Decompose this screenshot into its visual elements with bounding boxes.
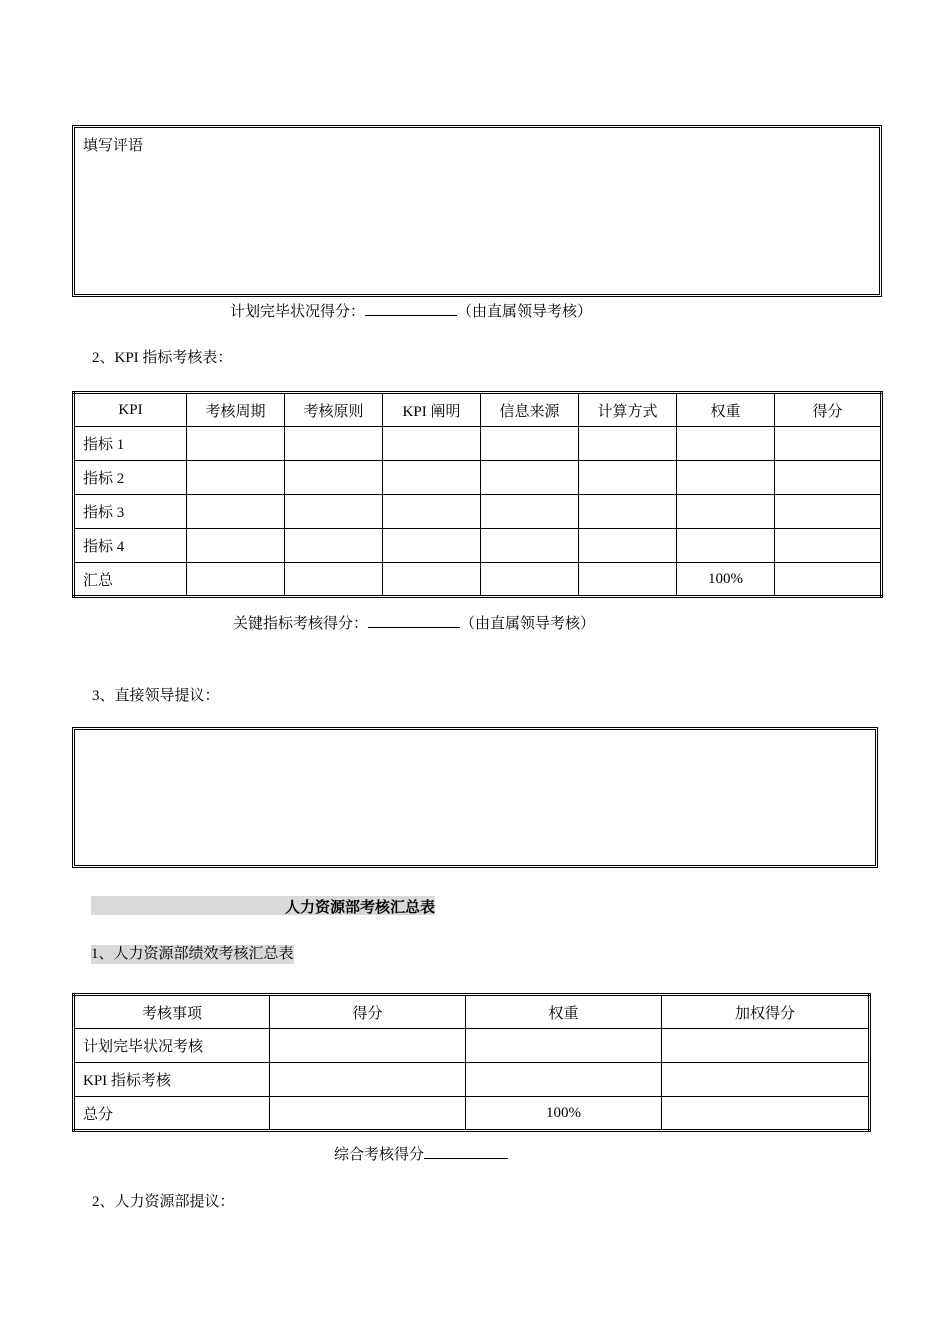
kpi-score-label: 关键指标考核得分： [233,616,369,632]
kpi-cell[interactable] [383,529,481,563]
kpi-cell[interactable] [383,563,481,597]
kpi-score-line [233,612,595,633]
kpi-row-label: 汇总 [74,563,187,597]
plan-score-blank[interactable] [365,301,457,316]
table-row [74,1029,870,1063]
hr-suggestion-title: 2、人力资源部提议： [92,1194,235,1210]
hr-cell[interactable] [270,1029,466,1063]
kpi-cell[interactable] [481,563,579,597]
kpi-cell[interactable] [285,563,383,597]
plan-score-line [230,300,592,321]
hr-cell[interactable] [270,1097,466,1131]
kpi-row-label: 指标 2 [74,461,187,495]
hr-row-label: 计划完毕状况考核 [74,1029,270,1063]
kpi-cell[interactable] [481,461,579,495]
kpi-row-label: 指标 3 [74,495,187,529]
kpi-cell[interactable] [579,427,677,461]
kpi-cell[interactable] [775,563,882,597]
kpi-cell[interactable] [383,461,481,495]
hr-cell[interactable] [466,1063,662,1097]
hr-header-cell: 考核事项 [74,995,270,1029]
hr-cell[interactable]: 100% [466,1097,662,1131]
kpi-cell[interactable] [775,461,882,495]
kpi-cell[interactable] [677,461,775,495]
kpi-row-label: 指标 1 [74,427,187,461]
kpi-header-cell: 得分 [775,393,882,427]
hr-cell[interactable] [466,1029,662,1063]
hr-cell[interactable] [662,1029,870,1063]
kpi-header-cell: KPI [74,393,187,427]
kpi-table-header-row [74,393,882,427]
table-row [74,1097,870,1131]
comment-box-label: 填写评语 [83,138,144,154]
hr-summary-heading [91,896,435,915]
kpi-cell[interactable] [775,427,882,461]
hr-header-cell: 权重 [466,995,662,1029]
kpi-table [72,391,883,598]
kpi-row-label: 指标 4 [74,529,187,563]
leader-suggestion-box[interactable] [72,727,878,868]
kpi-cell[interactable] [481,529,579,563]
kpi-cell[interactable] [187,495,285,529]
hr-summary-heading-text: 人力资源部考核汇总表 [284,900,435,916]
kpi-cell[interactable] [677,495,775,529]
kpi-cell[interactable] [677,427,775,461]
table-row [74,1063,870,1097]
kpi-cell[interactable] [383,427,481,461]
kpi-header-cell: KPI 阐明 [383,393,481,427]
hr-summary-table [72,993,871,1132]
kpi-score-blank[interactable] [368,613,460,628]
kpi-cell[interactable] [775,529,882,563]
kpi-cell[interactable] [481,495,579,529]
table-row [74,563,882,597]
hr-summary-subtitle: 1、人力资源部绩效考核汇总表 [91,946,294,962]
kpi-cell[interactable] [579,495,677,529]
kpi-cell[interactable] [285,427,383,461]
hr-row-label: KPI 指标考核 [74,1063,270,1097]
kpi-header-cell: 计算方式 [579,393,677,427]
kpi-section-title: 2、KPI 指标考核表： [92,350,233,366]
kpi-cell[interactable] [187,529,285,563]
table-row [74,427,882,461]
hr-header-cell: 加权得分 [662,995,870,1029]
table-row [74,495,882,529]
kpi-cell[interactable] [285,495,383,529]
overall-score-blank[interactable] [424,1144,508,1159]
hr-header-cell: 得分 [270,995,466,1029]
kpi-cell[interactable] [481,427,579,461]
plan-score-label: 计划完毕状况得分： [230,304,366,320]
comment-box[interactable] [72,125,882,297]
kpi-cell[interactable] [579,529,677,563]
kpi-header-cell: 考核原则 [285,393,383,427]
overall-score-line [334,1143,508,1164]
hr-cell[interactable] [662,1063,870,1097]
hr-cell[interactable] [270,1063,466,1097]
kpi-cell[interactable] [187,563,285,597]
kpi-cell[interactable] [677,529,775,563]
kpi-cell[interactable] [285,461,383,495]
table-row [74,529,882,563]
kpi-cell[interactable] [579,461,677,495]
kpi-cell[interactable]: 100% [677,563,775,597]
kpi-cell[interactable] [775,495,882,529]
kpi-header-cell: 信息来源 [481,393,579,427]
kpi-cell[interactable] [187,427,285,461]
table-row [74,461,882,495]
plan-score-note: （由直属领导考核） [457,304,593,320]
kpi-cell[interactable] [187,461,285,495]
hr-row-label: 总分 [74,1097,270,1131]
leader-section-title: 3、直接领导提议： [92,688,220,704]
hr-cell[interactable] [662,1097,870,1131]
kpi-cell[interactable] [285,529,383,563]
kpi-header-cell: 考核周期 [187,393,285,427]
kpi-score-note: （由直属领导考核） [460,616,596,632]
kpi-header-cell: 权重 [677,393,775,427]
kpi-cell[interactable] [579,563,677,597]
kpi-cell[interactable] [383,495,481,529]
hr-table-header-row [74,995,870,1029]
overall-score-label: 综合考核得分 [334,1147,425,1163]
